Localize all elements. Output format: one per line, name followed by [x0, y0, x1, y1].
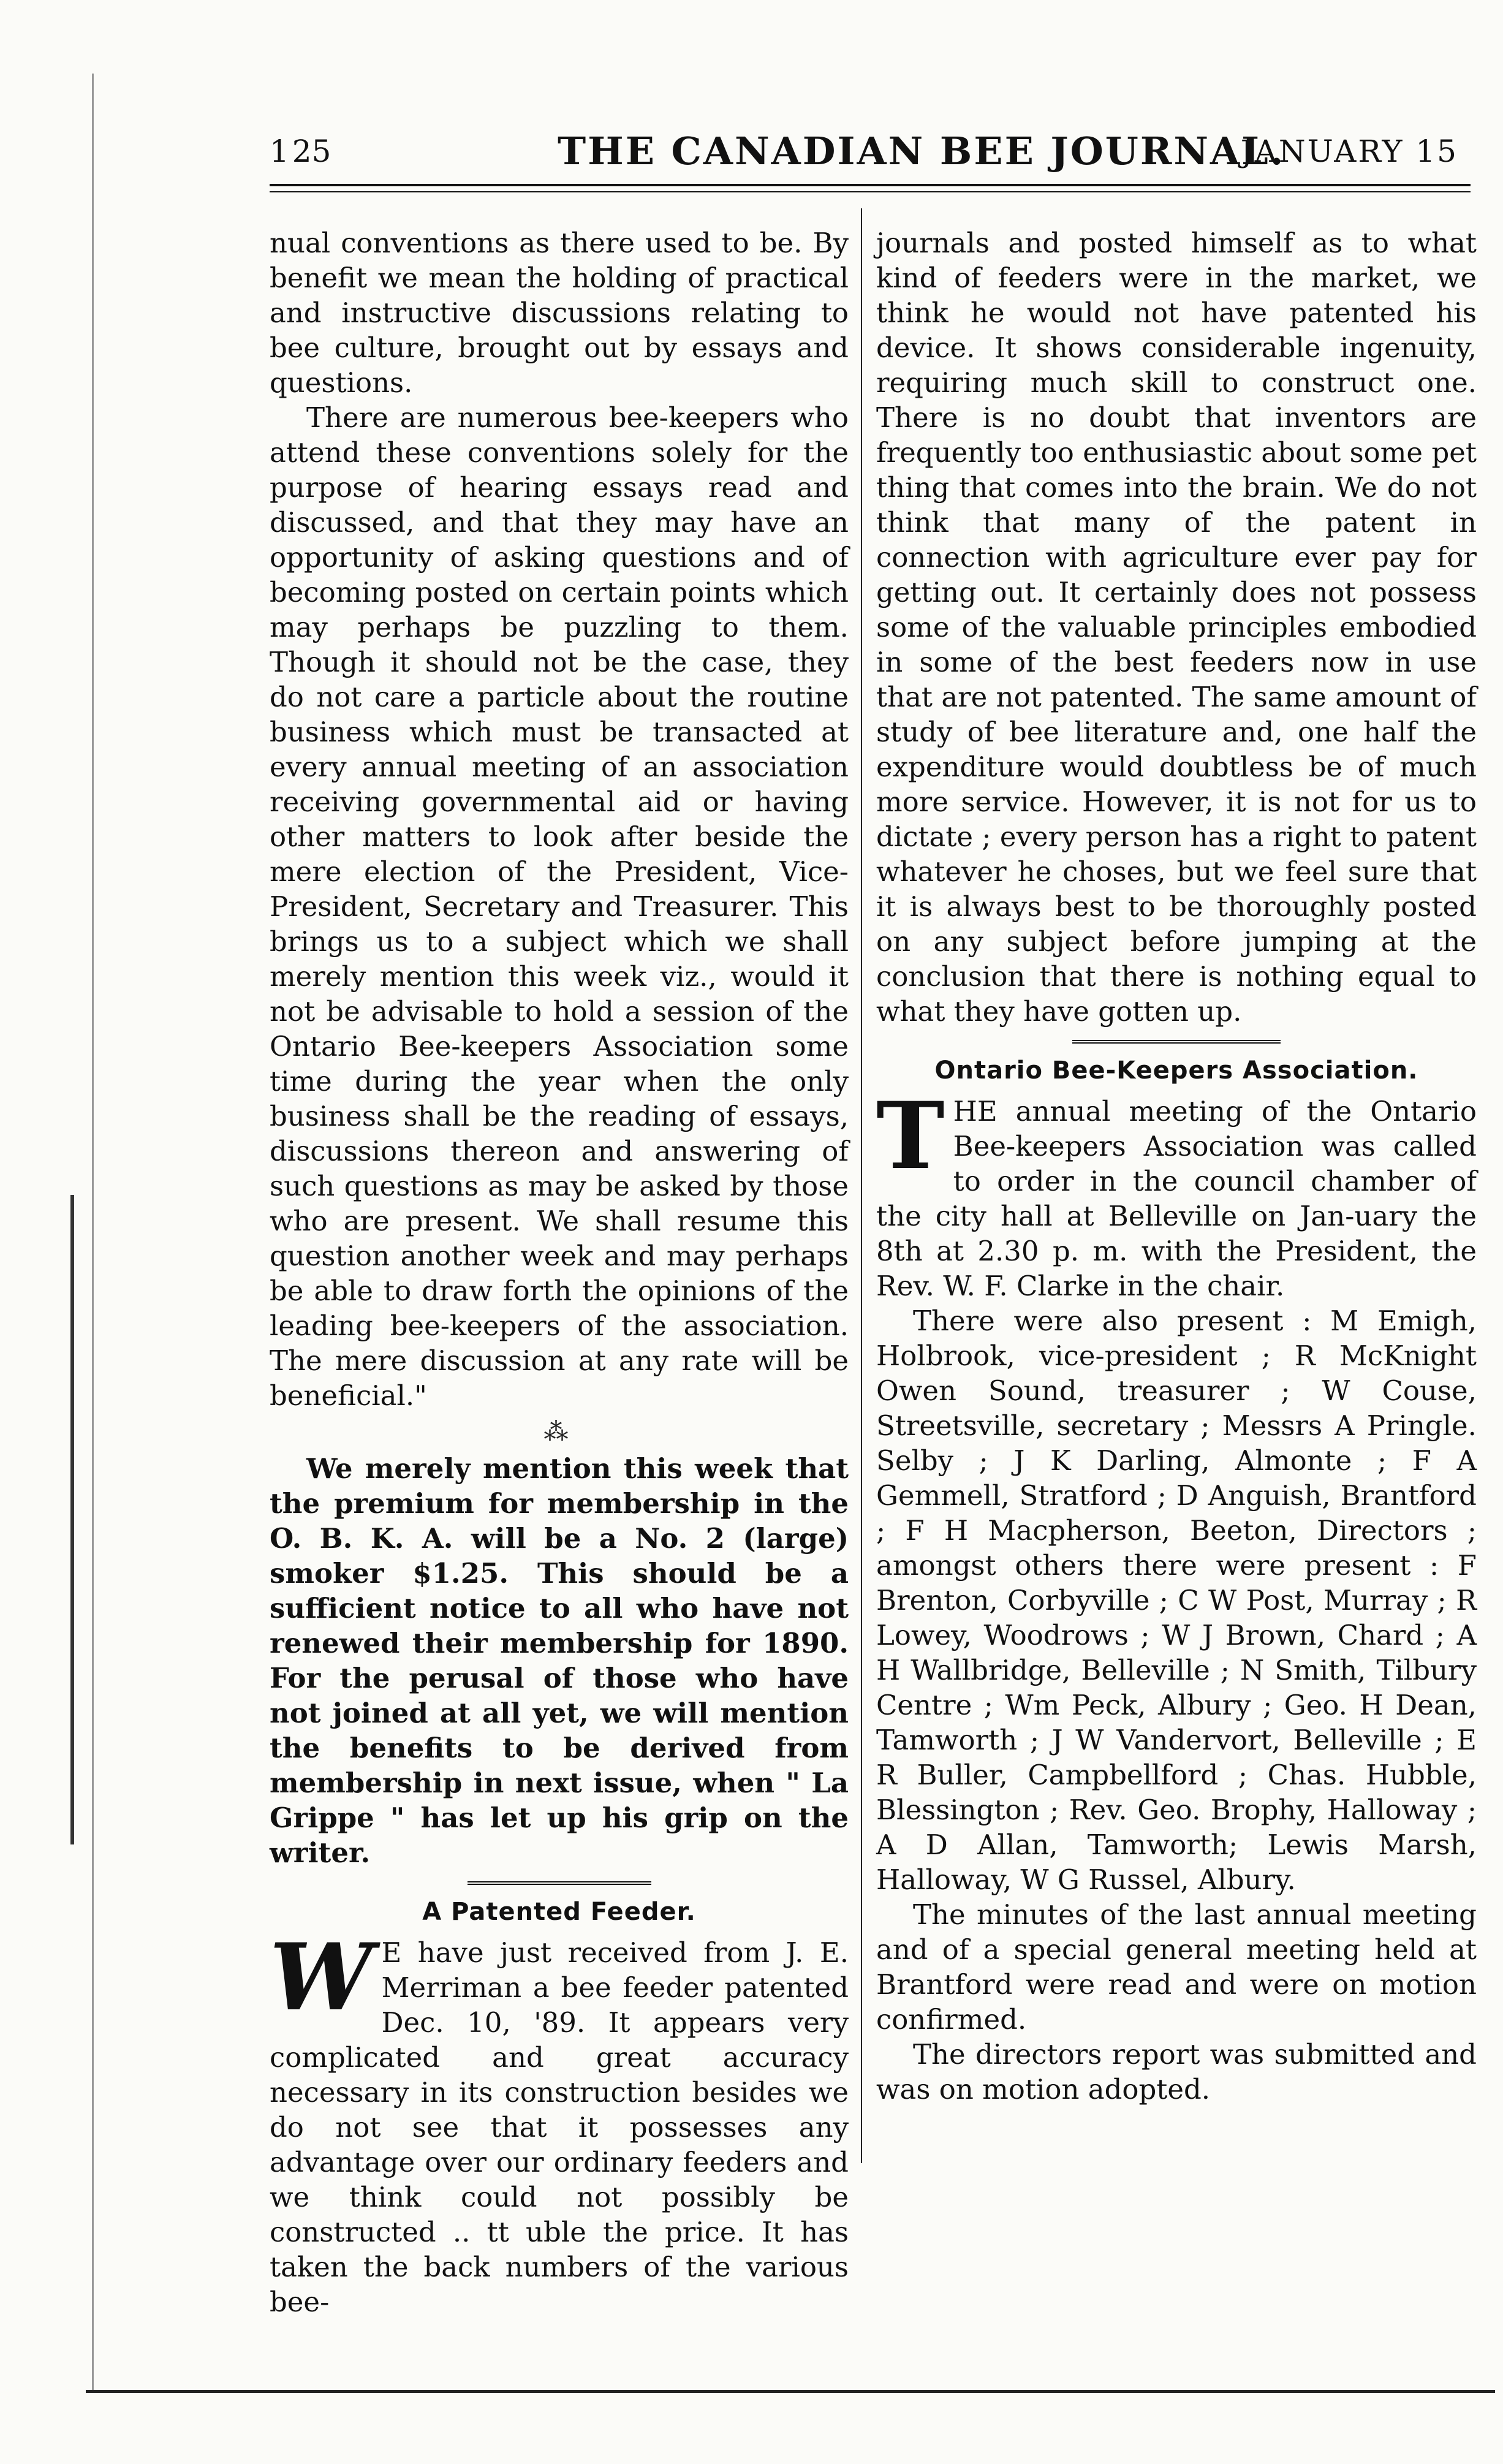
paragraph-directors: The directors report was submitted and was on motion adopted. — [876, 2038, 1477, 2106]
asterism-divider: ⁂ — [543, 1418, 575, 1446]
left-column — [270, 226, 849, 2319]
page-edge-line — [92, 74, 94, 2390]
paragraph-feeder — [270, 1924, 849, 2319]
paragraph-meeting — [876, 1082, 1477, 1303]
page-header — [270, 129, 1471, 184]
paragraph-membership: We merely mention this week that the premium for membership in the O. B. K. A. will be a No. 2 (large) smoker $1.25. This should be a sufficient notice to all who have not renewed their membership for 1890. For the perusal of those who have not joined at all yet, we will mention the benefits to be derived from membership in next issue, when " La Grippe " has let up his grip on the writer. — [270, 1452, 849, 1869]
feeder-text: E have just received from J. E. Merriman a bee feeder patented Dec. 10, '89. It appears very complicated and great accuracy necessary in its construction besides we do not see that it possesses any advantage over our ordinary feeders and we think could not possibly be constructed .. tt uble the price. It has taken the back numbers of the various bee- — [270, 1936, 849, 2318]
drop-cap: T — [876, 1082, 945, 1190]
column-divider — [861, 208, 862, 2163]
section-heading-obka: Ontario Bee-Keepers Association. — [934, 1056, 1418, 1085]
journal-title: THE CANADIAN BEE JOURNAL. — [558, 129, 1285, 173]
binding-mark — [70, 1195, 74, 1844]
paragraph-minutes: The minutes of the last annual meeting and of a special general meeting held at Brantford were read and were on motion confirmed. — [876, 1898, 1477, 2036]
footer-rule — [86, 2390, 1495, 2393]
right-column — [876, 226, 1477, 2107]
paragraph: There are numerous bee-keepers who attend these conventions solely for the purpose of hearing essays read and discussed, and that they may have an opportunity of asking questions and of becoming posted on certain points which may perhaps be puzzling to them. Though it should not be the case, they do not care a particle about the routine business which must be transacted at every annual meeting of an association receiving governmental aid or having other matters to look after beside the mere election of the President, Vice-President, Secretary and Treasurer. This brings us to a subject which we shall merely mention this week viz., would it not be advisable to hold a session of the Ontario Bee-keepers Association some time during the year when the only business shall be the reading of essays, discussions thereon and answering of such questions as may be asked by those who are present. We shall resume this question another week and may perhaps be able to draw forth the opinions of the leading bee-keepers of the association. The mere discussion at any rate will be beneficial." — [270, 401, 849, 1412]
page-number: 1 25 — [270, 134, 331, 169]
ornament-divider — [468, 1881, 651, 1885]
paragraph-attendees: There were also present : M Emigh, Holbrook, vice-president ; R McKnight Owen Sound, treasurer ; W Couse, Streetsville, secretary ; Messrs A Pringle. Selby ; J K Darling, Almonte ; F A Gemmell, Stratford ; D Anguish, Brantford ; F H Macpherson, Beeton, Directors ; amongst others there were present : F Brenton, Corbyville ; C W Post, Murray ; R Lowey, Woodrows ; W J Brown, Chard ; A H Wallbridge, Belleville ; N Smith, Tilbury Centre ; Wm Peck, Albury ; Geo. H Dean, Tamworth ; J W Vandervort, Belleville ; E R Buller, Campbellford ; Chas. Hubble, Blessington ; Rev. Geo. Brophy, Halloway ; A D Allan, Tamworth; Lewis Marsh, Halloway, W G Russel, Albury. — [876, 1305, 1477, 1896]
ornament-divider — [1072, 1040, 1281, 1044]
paragraph: nual conventions as there used to be. By benefit we mean the holding of practical and instructive discussions relating to bee culture, brought out by essays and questions. — [270, 227, 849, 399]
issue-date: JANUARY 15 — [1240, 134, 1458, 169]
drop-cap: W — [270, 1924, 373, 2031]
section-heading-patented-feeder: A Patented Feeder. — [422, 1898, 696, 1926]
header-rule-thin — [270, 191, 1471, 192]
meeting-text: HE annual meeting of the Ontario Bee-keepers Association was called to order in the council chamber of the city hall at Belleville on Jan-uary the 8th at 2.30 p. m. with the President, the Rev. W. F. Clarke in the chair. — [876, 1095, 1477, 1302]
paragraph: journals and posted himself as to what kind of feeders were in the market, we think he would not have patented his device. It shows considerable ingenuity, requiring much skill to construct one. There is no doubt that inventors are frequently too enthusiastic about some pet thing that comes into the brain. We do not think that many of the patent in connection with agriculture ever pay for getting out. It certainly does not possess some of the valuable principles embodied in some of the best feeders now in use that are not patented. The same amount of study of bee literature and, one half the expenditure would doubtless be of much more service. However, it is not for us to dictate ; every person has a right to patent whatever he choses, but we feel sure that it is always best to be thoroughly posted on any subject before jumping at the conclusion that there is nothing equal to what they have gotten up. — [876, 227, 1477, 1028]
header-rule — [270, 184, 1471, 186]
